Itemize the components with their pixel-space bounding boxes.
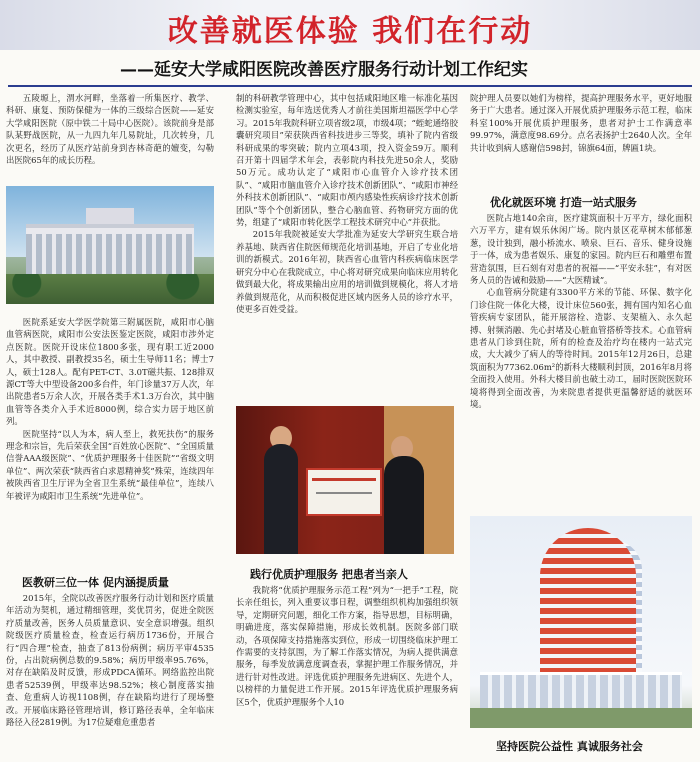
col1-text-mid (6, 316, 214, 570)
banner (0, 0, 700, 50)
hospital-photo (6, 186, 214, 304)
col2-para-training: 2015年我院被延安大学批准为延安大学研究生联合培养基地、陕西省住院医师规范化培训基地，开启了专业化培训的新模式。2016年初，陕西省心血管内科疾病临床医学研究分中心在我院成立，中心将对研究成果向临床应用转化做到最大化，将成果输出应用的培训做到规模化，将人才培养做到规范化，从而积极促进区域内医务人员的诊疗水平，使更多百姓受益。 (236, 229, 458, 314)
col1-para-honors: 医院坚持“以人为本，病人至上，救死扶伤”的服务理念和宗旨，先后荣获全国“百姓放心医院”、“全国质量信誉AAA级医院”、“优质护理服务十佳医院”“省级文明单位”、两次荣获“陕西省白求恩精神奖”殊荣，连续四年被陕西省卫生厅评为全省卫生系统“最佳单位”，连续八年被评为咸阳市卫生系统“先进单位”。 (6, 428, 214, 501)
col2-para-nursing: 我院将“优质护理服务示范工程”列为“一把手”工程，院长亲任组长，列入重要议事日程，调整组织机构加强组织领导，定期研究问题，细化工作方案，指导思想，目标明确，明确进度，落实保障措施，形成长效机制。医院多部门联动，各项保障支持措施落实到位，形成一切围绕临床护理工作需要的支持氛围，为了解工作落实情况，为病人提供满意服务，每季发放满意度调查表，掌握护理工作服务情况，并进行针对性改进。评选优质护理服务先进病区、先进个人，以榜样的力量促进工作开展。2015年评选优质护理服务病区5个，优质护理服务个人10 (236, 585, 458, 707)
col3-caption: 坚持医院公益性 真诚服务社会 (496, 740, 643, 753)
col3-para-environment: 医院占地140余亩，医疗建筑面积十万平方，绿化面积六万平方，建有娱乐休闲广场。院内景区花草树木郁郁葱葱，设计独到，融小桥流水、喷泉、巨石、音乐、健身设施于一体，成为患者娱乐、康复的家园。院内巨石和雕塑布置营造氛围，巨石刻有对患者的祝福——“平安永驻”，有对医务人员的告诫和鼓励——“大医精诚”。 (470, 213, 692, 286)
col2-para-research: 制的科研教学管理中心，其中包括咸阳地区唯一标准化基因检测实验室，每年选送优秀人才前往美国斯坦福医学中心学习。2015年我院科研立项省级2项，市级4项；“蛭蛇通络胶囊研究项目”荣获陕西省科技进步三等奖，填补了院内省级科研成果的零突破；院内立项43项，投入资金59万。顺利召开第十四届学术年会，表彰院内科技先进50余人，奖励50万元。成功认定了“咸阳市心血管介入诊疗技术团队”、“咸阳市脑血管介入诊疗技术创新团队”、“咸阳市神经外科技术创新团队”、“咸阳市颅内感染性疾病诊疗技术创新团队”等个个创新团队，整合心脑血管、药物研究方面的优势，组建了“咸阳市转化医学工程技术研究中心”并获批。 (236, 93, 458, 228)
col1-para-overview: 医院系延安大学医学院第三附属医院，咸阳市心脑血管病医院，咸阳市公安法医鉴定医院，咸阳市涉外定点医院。医院开设床位1800多张，现有职工近2000人，其中教授、副教授35名，硕士生导师11名；博士7人，硕士128人。配有PET-CT、3.0T磁共振、128排双源CT等大中型设备200多台件，年门诊量37万人次，年出院患者5万余人次，开展各类手术1.3万台次，其中脑血管等各类介入手术近8000例，综合实力居于地区前列。 (6, 317, 214, 427)
col3-text-mid (470, 212, 692, 512)
col1-text-top (6, 92, 214, 184)
col3-para-nursing-end: 院护理人员要以她们为榜样，提高护理服务水平，更好地服务于广大患者。通过深入开展优质护理服务示范工程，临床科室100%开展优质护理服务，患者对护士工作满意率99.97%，满意度98.69分。点名表扬护士2640人次。全年共计收到病人感谢信598封，锦旗64面，牌匾1块。 (470, 93, 692, 153)
ceremony-plaque (306, 468, 382, 516)
col1-para-quality: 2015年，全院以改善医疗服务行动计划和医疗质量年活动为契机，通过精细管理，奖优罚劣，促进全院医疗质量改善，医务人员质量意识、安全意识增强。组织院级医疗质量检查，检查运行病历1736份，开展合行“四合理”检查，抽查了813份病例；病历平审4535份，占出院病例总数的9.58%；病历甲级率95.76%，对存在缺陷及时反馈，形成PDCA循环。网络监控出院患者52539例，甲级率达98.52%；核心制度落实抽查、危重病人访视1108例，存在缺陷均进行了现场整改。开展临床路径管理培训，修订路径表单，全年临床路径入径2819例。为17位疑难危重患者 (6, 593, 214, 728)
col2-heading: 践行优质护理服务 把患者当亲人 (250, 568, 408, 581)
subtitle: ——延安大学咸阳医院改善医疗服务行动计划工作纪实 (120, 60, 528, 80)
banner-title: 改善就医体验 我们在行动 (167, 14, 533, 49)
col2-text-bottom (236, 584, 458, 760)
col2-text-top (236, 92, 458, 398)
col3-text-top (470, 92, 692, 188)
title-rule (8, 85, 692, 87)
col1-heading: 医教研三位一体 促内涵提质量 (22, 576, 169, 589)
col1-text-bottom (6, 592, 214, 760)
col3-heading: 优化就医环境 打造一站式服务 (490, 196, 637, 209)
col1-para-intro: 五陵塬上，渭水河畔，坐落着一所集医疗、教学、科研、康复、预防保健为一体的三级综合医院——延安大学咸阳医院（原中铁二十局中心医院）。该院前身是部队某野战医院，从一九四九年几易院址，几次转身，几次更名，经历了从医疗站前身到杏林奇葩的嬗变，勾勒出医院65年的成长历程。 (6, 93, 214, 166)
ceremony-photo (236, 406, 454, 554)
col3-para-cardio: 心血管病分院建有3300平方米的节能、环保、数字化门诊住院一体化大楼，设计床位560张，拥有国内知名心血管疾病专家团队，能开展溶栓、造影、支架植入、永久起搏、射频消融、先心封堵及心脏血管搭桥等技术。心血管病患者从门诊到住院，所有的检查及治疗均在楼内一站式完成，大大减少了病人的等待时间。2015年12月26日，总建筑面积为77362.06m²的新科大楼顺利封顶，2016年8月将全面投入使用。外科大楼目前也破土动工，届时医院医院环境将得到全面改善，为来院患者提供更温馨舒适的就医环境。 (470, 287, 692, 410)
new-building-photo (470, 516, 692, 728)
